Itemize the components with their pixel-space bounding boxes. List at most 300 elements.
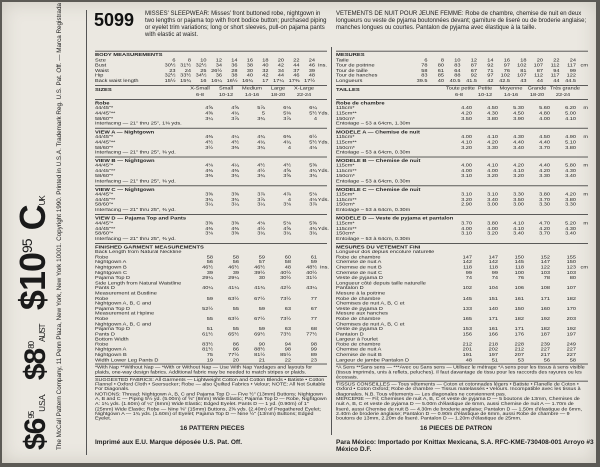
cell-value: Yds.: [317, 111, 329, 117]
cell-value: [576, 286, 588, 291]
cell-value: 212: [462, 342, 472, 348]
cell-value: 3⅛: [283, 202, 291, 208]
cell-value: 3.00: [487, 202, 498, 208]
cell-value: 112: [534, 73, 543, 79]
size-column-label: Très grande: [550, 86, 580, 91]
block-title: VIEW C — Nightgown: [95, 187, 155, 193]
cell-value: 228: [514, 342, 524, 348]
cell-value: [576, 358, 588, 363]
section-title: MESURES DU VETEMENT FINI: [336, 245, 421, 250]
cell-value: 176: [514, 332, 524, 337]
cell-value: 187: [540, 332, 550, 337]
row-label: 44/45"*: [95, 135, 114, 140]
spacer: [95, 93, 187, 98]
cell-value: 3¾: [205, 197, 213, 203]
cell-value: 22: [293, 58, 300, 63]
cell-value: 41.5: [466, 78, 477, 84]
cell-value: 3.10: [461, 192, 472, 198]
size-range: 14-16: [244, 92, 260, 98]
cell-value: 12: [470, 58, 477, 63]
row-label: Interfacing — 21" thru 25", ⅜ yd.: [95, 236, 176, 242]
cell-value: 48: [284, 265, 291, 271]
cell-value: 4⅛: [309, 197, 317, 203]
cell-value: 15¾: [180, 78, 191, 84]
cell-value: 4.20: [461, 111, 472, 117]
row-label: Chemise de nuit A: [336, 347, 382, 353]
section-title: MESURES: [336, 53, 365, 58]
block-title: Robe de chambre: [336, 101, 385, 106]
row-values: [411, 79, 588, 84]
cell-value: 155: [566, 255, 576, 260]
cell-value: 63: [284, 306, 291, 312]
cell-value: 17½: [304, 78, 315, 84]
block-title: VIEW D — Pajama Top and Pants: [95, 216, 187, 221]
cell-value: 40: [246, 73, 253, 79]
cell-value: 3¼: [205, 116, 213, 122]
cell-value: 51: [491, 357, 498, 363]
cell-value: 170: [566, 306, 576, 312]
cell-value: 80: [437, 63, 444, 69]
cell-value: 3¾: [257, 116, 265, 122]
cell-value: 3.30: [539, 174, 550, 179]
cell-value: 192: [566, 327, 576, 332]
cell-value: 4.20: [539, 226, 550, 232]
cell-value: 97: [487, 73, 494, 79]
cell-value: 161: [514, 296, 524, 302]
cell-value: 24: [308, 58, 315, 63]
table-row: [95, 79, 327, 84]
cell-value: 2.90: [461, 202, 472, 208]
cell-value: 5⅛: [283, 221, 291, 227]
cell-value: 99: [465, 270, 472, 276]
cell-value: 38: [246, 63, 253, 69]
cell-value: 3.40: [565, 231, 576, 237]
row-label: Mesure à la poitrine: [336, 291, 386, 296]
cell-value: 108: [540, 286, 550, 291]
cell-value: 4.10: [565, 116, 576, 122]
cell-value: 249: [566, 342, 576, 348]
row-label: 44/45"*: [95, 163, 114, 169]
cell-value: 3⅝: [231, 231, 239, 237]
row-values: [446, 286, 588, 291]
row-values: [446, 358, 588, 363]
row-label: 115cm*: [336, 135, 355, 140]
cell-value: 20: [277, 58, 284, 63]
row-values: [187, 358, 329, 363]
row-label: Nightgown B: [95, 352, 127, 358]
description-en: MISSES' SLEEPWEAR: Misses' front buttoned robe, nightgown in two lengths or pajama top with front bodice button; purchased piping or eyelet trim variations; long or short sleeves, pull-on pajama pants with elastic at waist.: [145, 11, 327, 38]
cell-value: cm: [580, 63, 588, 69]
cell-value: 4.50: [539, 135, 550, 140]
cell-value: 24: [569, 58, 576, 63]
cell-value: 87: [470, 63, 477, 69]
cell-value: 77: [310, 296, 317, 302]
size-range: 10-12: [477, 92, 493, 98]
cell-value: 4.00: [487, 168, 498, 174]
cell-value: 99: [491, 270, 498, 276]
rule: [336, 214, 588, 215]
notions: NOTIONS: Thread; Nightgown A, B, C and Pajama Top D — Five ½" (13mm) Buttons; Nightgown A, B and C — Piping 5½ yd. (5.00m) of ⅝" (8mm) Wide Elastic; Pajama Top D — Robe, Nightgown A: 1¾ yds. (1.60m) of ¼" (6mm) Wide Elastic; Edged Eyelet. Pants D — 1 yd. (0.90m) of 1" (25mm) Wide Elastic; Robe — Nine ⅝" (15mm) Buttons, 2⅝ yds. (2.40m) of Pregathered Eyelet; Nightgown A — 1¾ yds. (1.60m) of Eyelet; Pajama Top D — Nine ½" (13mm) Buttons; Edged Eyelet.: [95, 392, 327, 422]
row-values: [446, 203, 588, 208]
cell-value: 37: [293, 68, 300, 74]
cell-value: 4.10: [487, 163, 498, 169]
cell-value: 3⅝: [205, 192, 213, 198]
cell-value: 3.10: [487, 192, 498, 198]
table-row: [95, 150, 327, 155]
nap-note: *A Sens **Sans sens — ***Avec ou Sans sens — Utilisez le métrage *A sens pour les tissus à sens visible (tissus imprimés, unis à reflets, peluches). Il faut davantage de tissu pour les raccords des rayures ou les écossais.: [336, 365, 585, 380]
row-label: Entoilage – 53 à 64cm, 1.30m: [336, 121, 411, 127]
rule: [95, 99, 327, 100]
cell-value: 227: [540, 347, 550, 353]
cell-value: 63½: [228, 296, 239, 302]
cell-value: 4.00: [461, 226, 472, 232]
cell-value: 4: [313, 116, 317, 122]
cell-value: 48½: [306, 265, 317, 271]
row-label: 58/60"*: [95, 174, 114, 179]
cell-value: 36: [231, 63, 238, 69]
cell-value: 80: [569, 275, 576, 281]
cell-value: 3.70: [539, 145, 550, 151]
row-label: Robe de chambre: [336, 255, 381, 260]
cell-value: Yds.: [317, 197, 329, 203]
cell-value: 112: [550, 63, 560, 69]
cell-value: 75: [206, 352, 213, 358]
cell-value: 4.00: [539, 116, 550, 122]
cell-value: 5½: [309, 111, 317, 117]
row-label: Entoilage – 53 à 64cm, 0.30m: [336, 150, 411, 156]
cell-value: m: [583, 135, 588, 140]
table-row: [336, 208, 588, 213]
size-column-label: Moyenne: [499, 86, 523, 91]
rule: [95, 185, 327, 186]
cell-value: [576, 317, 588, 322]
cell-value: 81: [520, 68, 527, 74]
row-label: Chemise de nuit A: [336, 260, 382, 266]
row-label: Chemise de nuit C: [336, 270, 383, 276]
pattern-pieces-en: 16 PATTERN PIECES: [180, 425, 245, 432]
block-title: MODELE A — Chemise de nuit: [336, 129, 420, 135]
row-label: Interfacing — 21" thru 25", 1⅜ yds.: [95, 121, 182, 127]
cell-value: 43: [520, 78, 527, 84]
cell-value: 4¾: [283, 140, 291, 145]
cell-value: 4.40: [539, 140, 550, 145]
row-values: [187, 276, 329, 281]
row-label: Entoilage – 53 à 64cm, 0.30m: [336, 208, 411, 213]
cell-value: 33½: [180, 73, 191, 79]
strip-divider: [86, 10, 87, 455]
cell-value: 4.00: [461, 163, 472, 169]
rule: [95, 243, 327, 244]
cell-value: 3¾: [257, 231, 265, 237]
row-values: [187, 296, 329, 301]
cell-value: 46½: [202, 265, 213, 271]
cell-value: 69½: [254, 332, 265, 337]
cell-value: 40½: [280, 270, 291, 276]
cell-value: 38: [231, 73, 238, 79]
cell-value: 4.00: [487, 226, 498, 232]
row-label: Longueur côté depuis taille naturelle: [336, 280, 426, 286]
cell-value: 3¼: [205, 202, 213, 208]
cell-value: 3⅝: [283, 174, 291, 179]
cell-value: [317, 358, 329, 363]
cell-value: 83: [454, 63, 461, 69]
cell-value: 16: [246, 58, 253, 63]
cell-value: 3.20: [461, 197, 472, 203]
price-list: [12, 186, 54, 450]
copyright-line: The McCall Pattern Company, 11 Penn Plaza, New York, New York 10001. Copyright 1990. Printed in U.S.A. Trademark Reg. U.S. Pat. Off. — Marca Registrada: [56, 3, 63, 450]
row-label: Hip: [95, 73, 104, 79]
cell-value: [576, 79, 588, 84]
cell-value: 171: [514, 327, 524, 332]
row-label: 150cm*: [336, 202, 355, 208]
cell-value: 5½: [309, 140, 317, 145]
cell-value: 6⅛: [283, 106, 291, 111]
table-row: [336, 237, 588, 242]
pattern-envelope-back: [2, 2, 596, 463]
cell-value: 6: [424, 58, 428, 63]
size-range: 6-8: [454, 92, 464, 98]
cell-value: 42.5: [499, 78, 510, 84]
cell-value: 17⅜: [288, 78, 300, 84]
cell-value: 4⅜: [231, 168, 239, 174]
cell-value: 48: [465, 357, 472, 363]
cell-value: 18: [262, 58, 269, 63]
size-range: 18-20: [270, 92, 286, 98]
row-label: Chemise de nuit B: [336, 352, 382, 358]
cell-value: 61: [310, 255, 317, 260]
cell-value: 3⅝: [231, 192, 239, 198]
cell-value: [576, 117, 588, 122]
cell-value: 4⅛: [257, 221, 265, 227]
section-title: BODY MEASUREMENTS: [95, 53, 163, 58]
cell-value: 21: [258, 357, 265, 363]
cell-value: 40¼: [202, 286, 213, 291]
cell-value: 4.40: [513, 140, 524, 145]
cell-value: 3¾: [231, 197, 239, 203]
cell-value: 10: [200, 58, 207, 63]
cell-value: 4⅛: [205, 163, 213, 169]
cell-value: 3.20: [513, 174, 524, 179]
cell-value: 3.50: [513, 197, 524, 203]
cell-value: 142: [488, 260, 498, 266]
cell-value: 3.80: [565, 197, 576, 203]
cell-value: 147: [462, 255, 472, 260]
cell-value: 161: [488, 327, 498, 332]
cell-value: 4.90: [565, 135, 576, 140]
row-label: Nightgown A, B, C and: [95, 321, 152, 327]
cell-value: 3.90: [513, 116, 524, 122]
row-label: Nightgown B: [95, 265, 127, 271]
cell-value: 88: [454, 73, 461, 79]
cell-value: 212: [514, 347, 524, 353]
cell-value: 4.10: [513, 226, 524, 232]
row-label: 115cm*: [336, 106, 355, 111]
footer-fr: Para México: Importado por Knittax Mexicana, S.A. RFC-KME-730408-001 Arroyo #3 México D.F.: [336, 439, 594, 453]
cell-value: 30½: [164, 63, 176, 69]
cell-value: 83½: [202, 342, 213, 348]
row-label: 150cm*: [336, 231, 355, 237]
row-values: [446, 296, 588, 301]
cell-value: 3.80: [487, 221, 498, 227]
size-column-label: X-Small: [190, 86, 210, 91]
cell-value: 3½: [205, 145, 213, 151]
table-row: [95, 208, 327, 213]
cell-value: 76: [517, 275, 524, 281]
cell-value: 156: [462, 332, 472, 337]
cell-value: 3.80: [487, 116, 498, 122]
row-label: 44/45"**: [95, 197, 116, 203]
cell-value: 6½: [309, 135, 317, 140]
cell-value: 68: [310, 327, 317, 332]
row-label: Veste de pyjama D: [336, 327, 383, 332]
mercerie: MERCERIE — Fil; Chemises de nuit A, B, C et veste de pyjama D — 5 boutons de 13mm, Chemises de nuit A, B, C et veste de pyjama D — 5.00m d'élastique de 6mm, aussi Chemise de nuit A — 1.70m de liseré, aussi Chemise de nuit B — 4.30m de broderie anglaise; Pantalon D — 1.50m d'élastique de 6mm, 2.40m de broderie anglaise; Pantalon D — 0.90m d'élastique de 6mm, aussi Robe de chambre — 9 boutons de 13mm, 2.20m de liseré. Pantalon D — 1.20m d'élastique de 25mm.: [336, 397, 582, 422]
row-label: Robe: [95, 342, 109, 348]
cell-value: 86: [232, 342, 239, 348]
cell-value: 4½: [231, 140, 239, 145]
cell-value: 28: [231, 68, 238, 74]
row-label: Interfacing — 21" thru 25", ⅜ yd.: [95, 179, 176, 184]
cell-value: 25: [200, 68, 207, 74]
cell-value: [317, 317, 329, 322]
cell-value: 182: [566, 296, 576, 302]
cell-value: 197: [488, 352, 498, 358]
table-row: [95, 179, 327, 184]
cell-value: 39.5: [416, 78, 428, 84]
spacer: [336, 93, 446, 98]
row-values: [446, 117, 588, 122]
cell-value: 3¾: [283, 231, 291, 237]
cell-value: 102: [517, 63, 527, 69]
price-uk: $\$10^{95}$ CUK: [12, 196, 53, 311]
cell-value: 99: [310, 347, 317, 353]
cell-value: 73½: [280, 296, 291, 302]
cell-value: m: [583, 192, 588, 198]
cell-value: 34: [215, 63, 222, 69]
table-row: [336, 150, 588, 155]
row-label: 150cm*: [336, 145, 355, 151]
cell-value: [576, 174, 588, 179]
cell-value: 4.20: [539, 168, 550, 174]
column-divider: [331, 47, 332, 435]
cell-value: 4¼: [231, 163, 239, 169]
cell-value: 22: [553, 58, 560, 63]
cell-value: m: [583, 221, 588, 227]
table-row: [336, 358, 588, 363]
cell-value: 14: [231, 58, 238, 63]
row-label: 115cm**: [336, 111, 357, 117]
size-column-label: X-Large: [294, 86, 314, 91]
cell-value: Ins.: [319, 265, 329, 271]
cell-value: 63: [284, 327, 291, 332]
block-title: MODELE D — Veste de pyjama et pantalon: [336, 216, 454, 221]
cell-value: 19: [206, 357, 213, 363]
size-columns: [187, 86, 329, 93]
row-label: Nightgown A, B, C and: [95, 301, 152, 307]
row-values: [446, 307, 588, 312]
size-subheader: [95, 93, 327, 98]
row-label: 115cm**: [336, 140, 357, 145]
cell-value: 34: [277, 68, 284, 74]
row-values: [187, 332, 329, 337]
cell-value: 3⅝: [231, 221, 239, 227]
size-column-label: Small: [219, 86, 233, 91]
cell-value: [576, 307, 588, 312]
cell-value: 4⅜: [231, 226, 239, 232]
cell-value: 100: [514, 270, 524, 276]
row-label: Entoilage – 53 à 64cm, 0.30m: [336, 179, 411, 184]
cell-value: 3¾: [257, 145, 265, 151]
size-column-label: Grande: [527, 86, 547, 91]
row-values: [187, 174, 329, 179]
cell-value: 4⅝: [231, 106, 239, 111]
cell-value: [317, 203, 329, 208]
cell-value: 55: [206, 316, 213, 322]
cell-value: 4¾: [257, 140, 265, 145]
cell-value: 77½: [306, 332, 317, 337]
cell-value: 6¼: [309, 106, 317, 111]
cell-value: 60: [284, 255, 291, 260]
cell-value: 4⅝: [205, 111, 213, 117]
tissus-conseilles: TISSUS CONSEILLES — Tous vêtements — Coton et cotonnades légers • Batiste • Flanelle de Coton • Oxford • Coton Oxford; Robe de chambre — Tissus matelassés • Velours. Incompatible avec les tissus à diagonales. N.B. Tous vêtements — Les diagonales ne conviennent pas.: [336, 382, 581, 397]
cell-value: 106: [514, 286, 524, 291]
cell-value: 3.80: [539, 192, 550, 198]
cell-value: 3¾: [309, 231, 317, 237]
cell-value: 44.5: [565, 78, 576, 84]
cell-value: 44: [277, 73, 284, 79]
cell-value: 5: [261, 111, 265, 117]
row-label: Longueur dos depuis encolure naturelle: [336, 250, 435, 255]
cell-value: 4.20: [487, 140, 498, 145]
cell-value: 59: [258, 306, 265, 312]
cell-value: 5⅞: [257, 106, 265, 111]
row-label: 44/45"*: [95, 221, 114, 227]
cell-value: 92: [470, 73, 477, 79]
cell-value: 4.40: [539, 163, 550, 169]
cell-value: [317, 332, 329, 337]
cell-value: 59: [310, 260, 317, 266]
pattern-number: 5099: [94, 10, 135, 30]
cell-value: 41¾: [254, 286, 265, 291]
cell-value: 3⅜: [205, 174, 213, 179]
cell-value: 4¾: [231, 111, 239, 117]
cell-value: 23: [169, 68, 176, 74]
cell-value: 3.10: [461, 174, 472, 179]
row-label: Nightgown A: [95, 260, 127, 266]
row-label: Largeur de jambe Pantalon D: [336, 357, 410, 363]
cell-value: [576, 332, 588, 337]
cell-value: 140: [488, 306, 498, 312]
cell-value: 92: [487, 63, 494, 69]
cell-value: 3⅞: [283, 116, 291, 122]
row-label: Mesure aux hanches: [336, 311, 388, 317]
cell-value: 3.40: [513, 145, 524, 151]
cell-value: 4⅝: [205, 106, 213, 111]
size-column-label: Medium: [242, 86, 262, 91]
cell-value: 8: [440, 58, 444, 63]
cell-value: 46½: [254, 265, 265, 271]
row-label: Interfacing — 21" thru 25", ⅜ yd.: [95, 150, 176, 156]
row-label: Robe de chambre: [336, 316, 381, 322]
cell-value: 12: [215, 58, 222, 63]
cell-value: Yds.: [317, 168, 329, 174]
cell-value: 103: [566, 270, 576, 276]
cell-value: 61½: [202, 332, 213, 337]
cell-value: 118: [463, 265, 472, 271]
row-label: Interfacing — 21" thru 25", ⅜ yd.: [95, 208, 176, 213]
cell-value: 44: [536, 78, 543, 84]
size-header: [95, 86, 327, 93]
cell-value: 16½: [226, 78, 238, 84]
